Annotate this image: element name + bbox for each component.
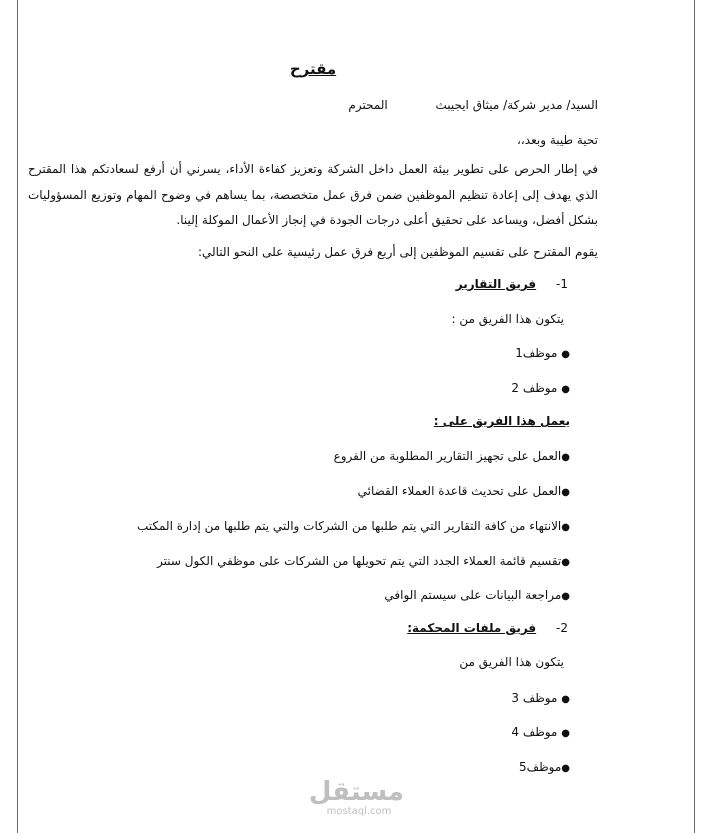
list-item: ● موظف1 — [515, 346, 570, 360]
page-border-right — [694, 0, 695, 833]
team1-composition-label: يتكون هذا الفريق من : — [451, 312, 564, 326]
team1-number: 1- — [556, 277, 568, 291]
structure-line: يقوم المقترح على تقسيم الموظفين إلى أربع فرق عمل رئيسية على النحو التالي: — [197, 245, 598, 259]
list-item: ●تقسيم قائمة العملاء الجدد التي يتم تحويلها من الشركات على موظفي الكول سنتر — [157, 554, 570, 568]
team2-composition-label: يتكون هذا الفريق من — [459, 655, 564, 669]
list-item: ●مراجعة البيانات على سيستم الوافي — [384, 588, 570, 602]
list-item: ● موظف 4 — [511, 725, 570, 739]
bullet-dot-icon: ● — [561, 728, 570, 739]
bullet-dot-icon: ● — [561, 487, 570, 498]
watermark-domain: mostaql.com — [326, 806, 392, 817]
bullet-dot-icon: ● — [561, 591, 570, 602]
bullet-dot-icon: ● — [561, 694, 570, 705]
page-border-left — [17, 0, 18, 833]
team2-name: فريق ملفات المحكمة: — [407, 621, 537, 635]
list-item: ●العمل على تجهيز التقارير المطلوبة من الفروع — [333, 449, 570, 463]
salutation-line — [348, 95, 598, 115]
list-item: ● موظف 2 — [511, 381, 570, 395]
list-item: ● موظف 3 — [511, 691, 570, 705]
bullet-dot-icon: ● — [561, 349, 570, 360]
team1-name: فريق التقارير — [455, 277, 537, 291]
intro-paragraph: في إطار الحرص على تطوير بيئة العمل داخل الشركة وتعزيز كفاءة الأداء، يسرني أن أرفع لسعادتكم هذا المقترح الذي يهدف إلى إعادة تنظيم الموظفين ضمن فرق عمل متخصصة، بما يساهم في وضوح المهام وتوزيع المسؤوليات بشكل أفضل، ويساعد على تحقيق أعلى درجات الجودة في إنجاز الأعمال الموكلة إلينا. — [28, 162, 598, 227]
list-item: ●الانتهاء من كافة التقارير التي يتم طلبها من الشركات والتي يتم طلبها من إدارة المكتب — [136, 519, 570, 533]
document-page — [28, 0, 598, 833]
watermark-brand: مستقل — [308, 777, 404, 807]
document-title: مقترح — [289, 60, 337, 78]
bullet-dot-icon: ● — [561, 452, 570, 463]
bullet-dot-icon: ● — [561, 522, 570, 533]
team1-tasks-heading: يعمل هذا الفريق على : — [433, 414, 570, 428]
team1-heading — [456, 274, 568, 294]
list-item: ●موظف5 — [519, 760, 570, 774]
mostaql-watermark — [308, 777, 404, 818]
bullet-dot-icon: ● — [561, 763, 570, 774]
bullet-dot-icon: ● — [561, 384, 570, 395]
greeting: تحية طيبة وبعد،، — [517, 133, 598, 147]
bullet-dot-icon: ● — [561, 557, 570, 568]
team2-heading — [407, 618, 568, 638]
team2-number: 2- — [556, 621, 568, 635]
salutation-recipient: السيد/ مدير شركة/ ميثاق ايجيبث — [435, 98, 598, 112]
list-item: ●العمل على تحديث قاعدة العملاء القضائي — [357, 484, 570, 498]
salutation-honorific: المحترم — [348, 98, 388, 112]
